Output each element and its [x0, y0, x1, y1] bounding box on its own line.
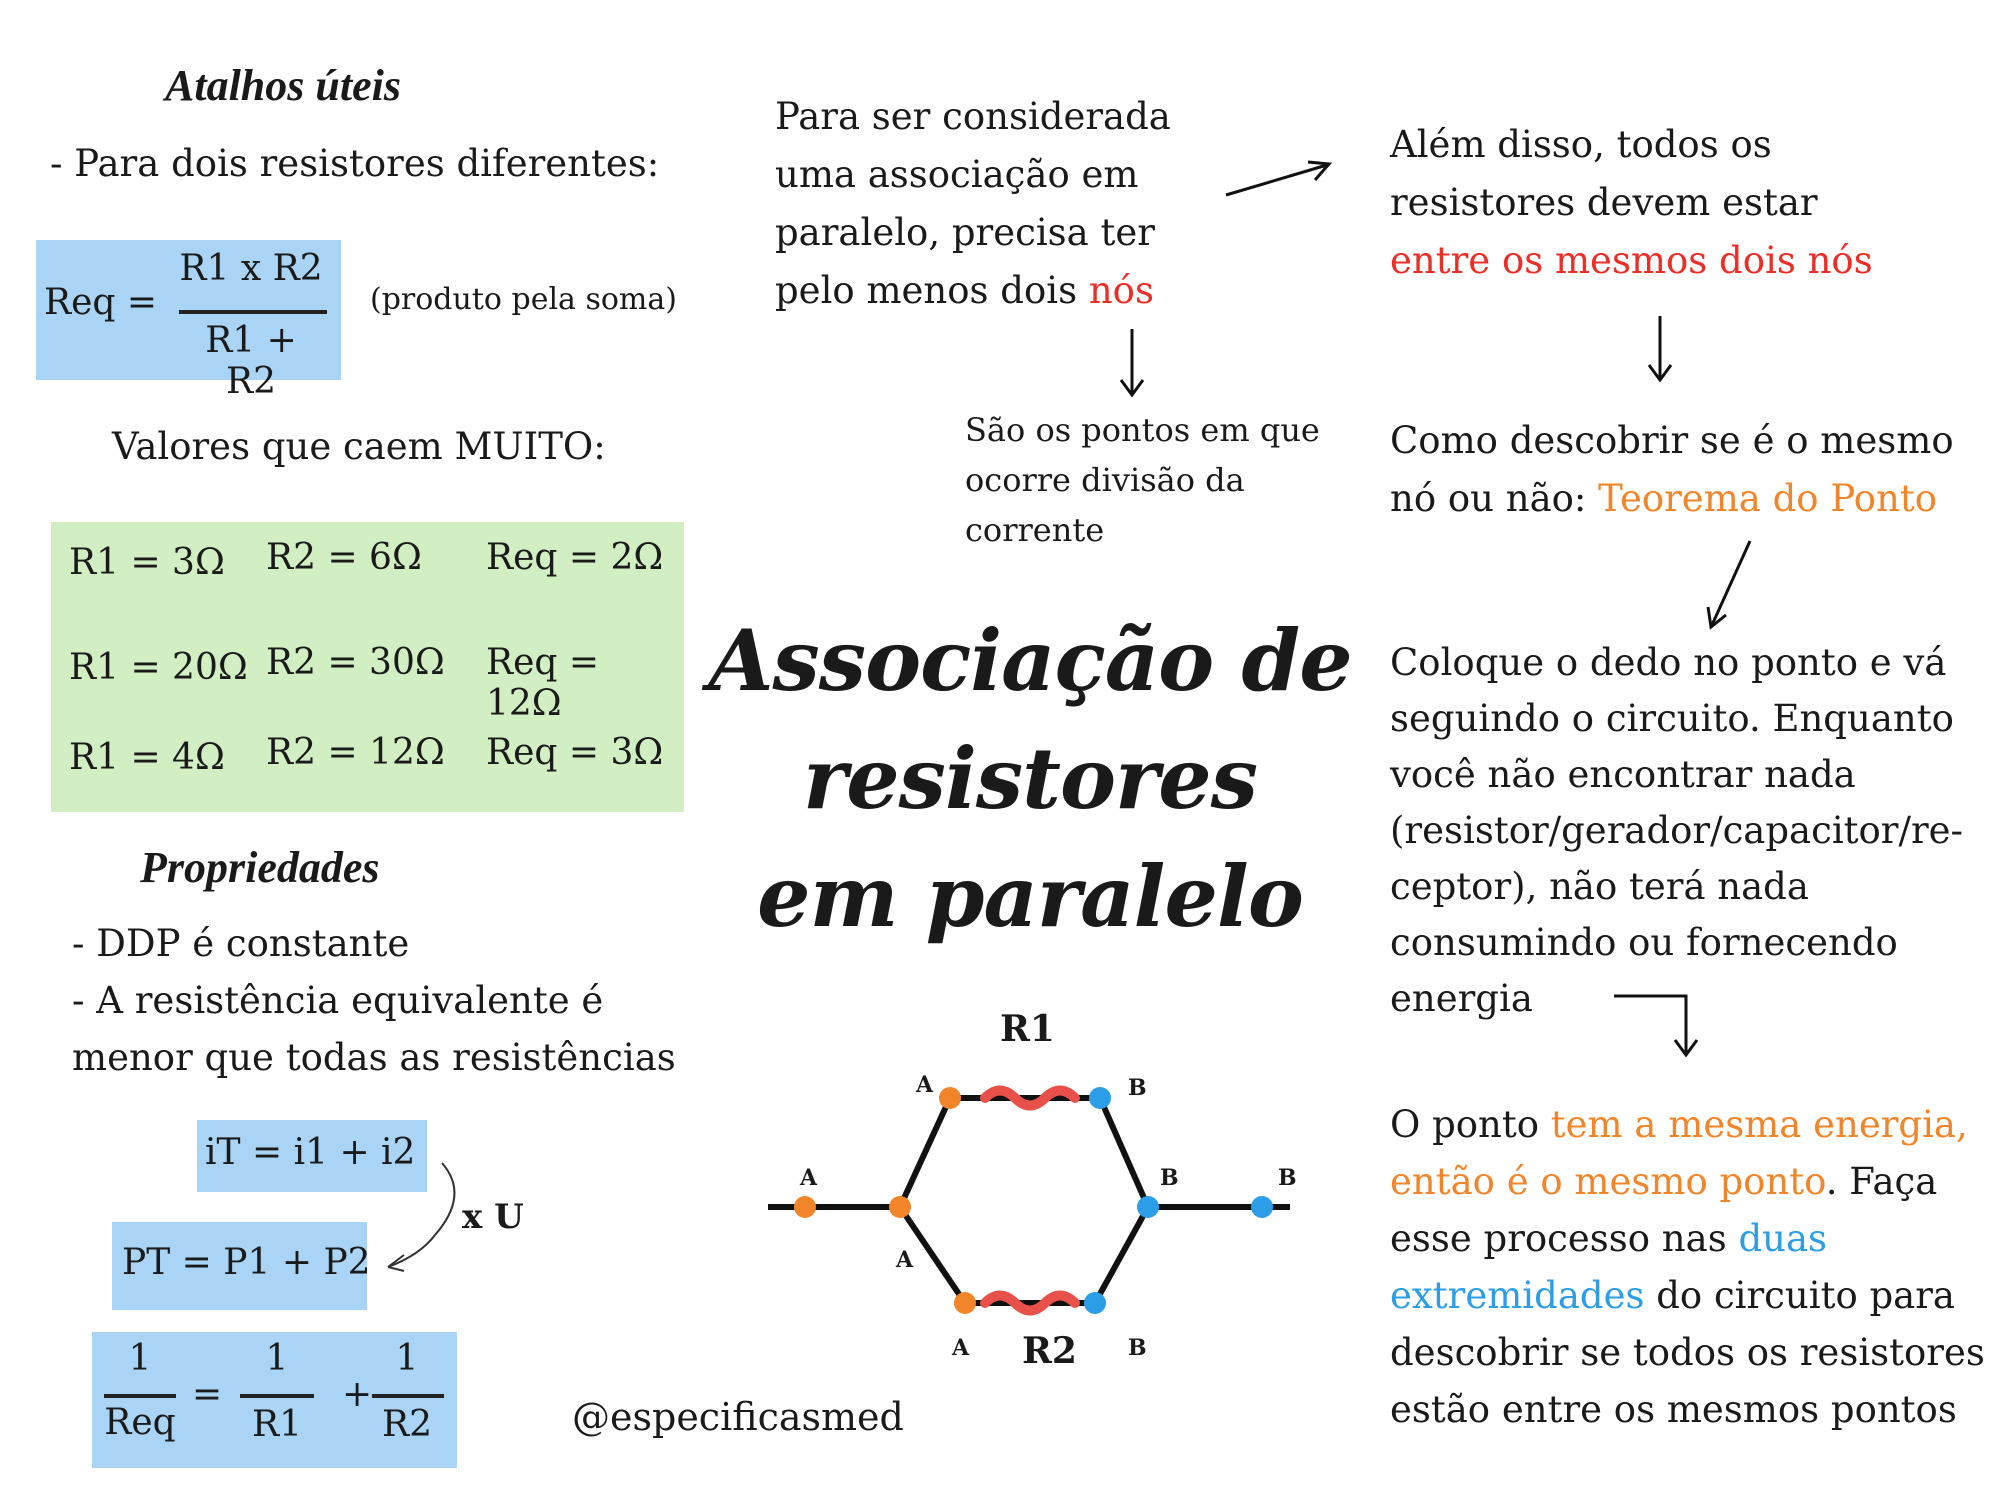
- node-label-a: A: [952, 1335, 970, 1361]
- value-r2: R2 = 12Ω: [266, 732, 445, 773]
- r2-label: R2: [1022, 1330, 1077, 1372]
- nodes-highlight: nós: [1088, 269, 1154, 312]
- value-r2: R2 = 30Ω: [266, 642, 445, 683]
- right-arrow-icon: [1222, 150, 1342, 210]
- node-label-a: A: [916, 1072, 934, 1098]
- point-line-3: [1390, 1210, 1827, 1268]
- theorem-highlight: Teorema do Ponto: [1598, 477, 1937, 520]
- finger-line-6: consumindo ou fornecendo: [1390, 921, 1898, 964]
- same-energy-highlight: tem a mesma energia,: [1550, 1103, 1968, 1146]
- req-formula-box: [36, 240, 341, 402]
- nodes-def-1: São os pontos em que: [965, 411, 1320, 449]
- title-line-1: Associação de: [708, 611, 1352, 710]
- author-handle: @especificasmed: [572, 1395, 904, 1439]
- how-line-1: Como descobrir se é o mesmo: [1390, 419, 1954, 462]
- two-resistors-text: - Para dois resistores diferentes:: [50, 142, 660, 185]
- down-arrow-icon: [1640, 312, 1680, 387]
- point-line-2: [1390, 1153, 1937, 1211]
- same-point-highlight: então é o mesmo ponto: [1390, 1160, 1826, 1203]
- fraction-line: [240, 1394, 314, 1398]
- finger-line-4: (resistor/gerador/capacitor/re-: [1390, 809, 1964, 852]
- inv-num-1: 1: [128, 1338, 152, 1379]
- formula-note: (produto pela soma): [370, 282, 677, 317]
- how-line-2: [1390, 470, 1937, 528]
- intro-line-4: [775, 262, 1154, 320]
- common-values-title: Valores que caem MUITO:: [112, 425, 606, 468]
- how-text: nó ou não:: [1390, 477, 1587, 520]
- point-text: do circuito para: [1656, 1274, 1955, 1317]
- formula-numerator: R1 x R2: [179, 248, 323, 289]
- current-formula: iT = i1 + i2: [205, 1132, 416, 1173]
- times-u-label: x U: [462, 1197, 524, 1237]
- inv-den-r2: R2: [381, 1404, 432, 1445]
- node-label-b: B: [1128, 1075, 1147, 1101]
- req-label: Req =: [44, 282, 158, 323]
- properties-title: Propriedades: [140, 843, 380, 892]
- inv-num-2: 1: [265, 1338, 289, 1379]
- value-r2: R2 = 6Ω: [266, 537, 422, 578]
- finger-line-7: energia: [1390, 977, 1533, 1020]
- title-line-3: em paralelo: [757, 847, 1303, 946]
- shortcuts-title: Atalhos úteis: [165, 61, 401, 110]
- also-line-2: resistores devem estar: [1390, 181, 1818, 224]
- finger-line-5: ceptor), não terá nada: [1390, 865, 1809, 908]
- diagonal-arrow-icon: [1698, 537, 1768, 637]
- node-label-a: A: [800, 1165, 818, 1191]
- point-line-6: estão entre os mesmos pontos: [1390, 1388, 1957, 1431]
- node-label-b: B: [1160, 1165, 1179, 1191]
- power-formula: PT = P1 + P2: [122, 1242, 371, 1283]
- inv-num-3: 1: [395, 1338, 419, 1379]
- finger-line-2: seguindo o circuito. Enquanto: [1390, 697, 1954, 740]
- value-req: Req = 12Ω: [486, 642, 600, 724]
- title-line-2: resistores: [802, 729, 1257, 828]
- plus-sign: +: [342, 1374, 373, 1415]
- value-r1: R1 = 4Ω: [69, 737, 225, 778]
- property-1: - DDP é constante: [72, 922, 410, 965]
- common-values-box: [51, 522, 684, 812]
- intro-line-1: Para ser considerada: [775, 95, 1171, 138]
- corner-arrow-icon: [1610, 990, 1700, 1065]
- extremities-highlight: extremidades: [1390, 1274, 1645, 1317]
- point-line-1: [1390, 1096, 1968, 1154]
- intro-line-2: uma associação em: [775, 153, 1139, 196]
- two-ends-highlight: duas: [1738, 1217, 1828, 1260]
- point-text: O ponto: [1390, 1103, 1540, 1146]
- finger-line-3: você não encontrar nada: [1390, 753, 1856, 796]
- inv-den-req: Req: [104, 1402, 176, 1443]
- node-label-b: B: [1128, 1335, 1147, 1361]
- finger-line-1: Coloque o dedo no ponto e vá: [1390, 641, 1947, 684]
- property-2b: menor que todas as resistências: [72, 1036, 676, 1079]
- also-line-1: Além disso, todos os: [1390, 123, 1772, 166]
- nodes-def-2: ocorre divisão da: [965, 461, 1245, 499]
- formula-denominator: R1 + R2: [205, 320, 297, 402]
- inverse-formula-box: [92, 1332, 457, 1468]
- inv-den-r1: R1: [251, 1404, 302, 1445]
- property-2a: - A resistência equivalente é: [72, 979, 604, 1022]
- r1-label: R1: [1000, 1008, 1055, 1050]
- point-text: esse processo nas: [1390, 1217, 1727, 1260]
- page-title: [700, 602, 1360, 956]
- fraction-line: [372, 1394, 444, 1398]
- value-r1: R1 = 20Ω: [69, 647, 248, 688]
- also-line-3: entre os mesmos dois nós: [1390, 239, 1873, 282]
- node-label-b: B: [1278, 1165, 1297, 1191]
- value-req: Req = 2Ω: [486, 537, 664, 578]
- point-text: . Faça: [1825, 1160, 1938, 1203]
- node-label-a: A: [896, 1247, 914, 1273]
- equals-sign: =: [192, 1374, 223, 1415]
- fraction-line: [179, 310, 327, 314]
- power-formula-box: [112, 1222, 371, 1310]
- point-line-5: descobrir se todos os resistores: [1390, 1331, 1985, 1374]
- value-req: Req = 3Ω: [486, 732, 664, 773]
- down-arrow-icon: [1112, 325, 1152, 400]
- intro-line-3: paralelo, precisa ter: [775, 211, 1155, 254]
- intro-text: pelo menos dois: [775, 269, 1078, 312]
- point-line-4: [1390, 1267, 1955, 1325]
- nodes-def-3: corrente: [965, 511, 1105, 549]
- fraction-line: [104, 1394, 176, 1398]
- value-r1: R1 = 3Ω: [69, 542, 225, 583]
